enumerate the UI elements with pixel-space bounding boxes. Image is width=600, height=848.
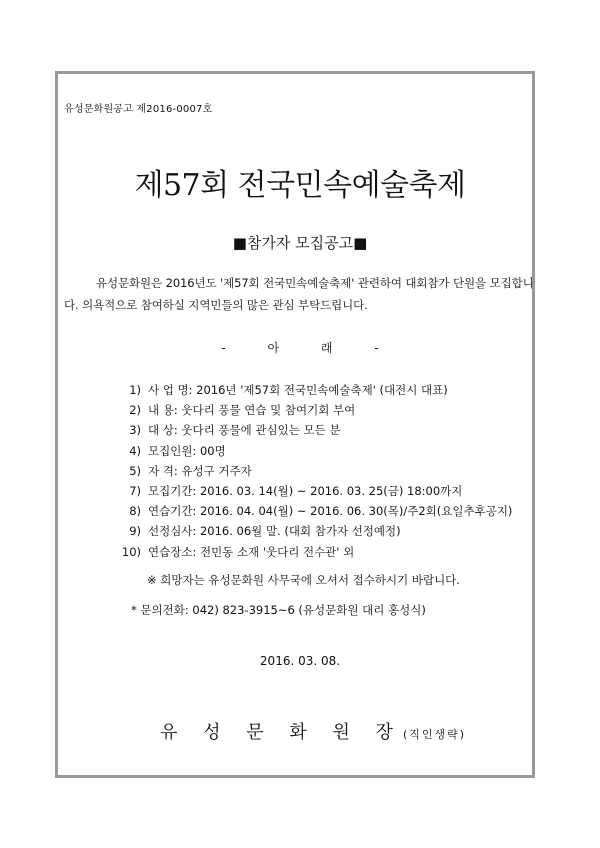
item-number: 8) — [129, 504, 141, 519]
item-list — [119, 380, 512, 562]
notice-number: 유성문화원공고 제2016-0007호 — [64, 104, 213, 115]
contact-info: * 문의전화: 042) 823-3915~6 (유성문화원 대리 홍성식) — [131, 603, 426, 617]
item-number: 10) — [121, 544, 141, 559]
item-text: 내 용: 웃다리 풍물 연습 및 참여기회 부여 — [148, 403, 356, 418]
list-item — [119, 501, 512, 521]
list-item — [119, 441, 512, 461]
list-item — [119, 380, 512, 400]
list-item — [119, 461, 512, 481]
application-note: ※ 희망자는 유성문화원 사무국에 오셔서 접수하시기 바랍니다. — [147, 573, 460, 587]
item-text: 사 업 명: 2016년 '제57회 전국민속예술축제' (대전시 대표) — [148, 383, 448, 397]
item-text: 대 상: 웃다리 풍물에 관심있는 모든 분 — [148, 423, 341, 438]
page-title: 제57회 전국민속예술축제 — [134, 168, 466, 203]
item-number: 2) — [129, 403, 141, 418]
item-text: 선정심사: 2016. 06월 말. (대회 참가자 선정예정) — [148, 524, 401, 539]
item-number: 3) — [129, 423, 141, 438]
item-text: 모집기간: 2016. 03. 14(월) ~ 2016. 03. 25(금) 18:00까지 — [148, 483, 463, 498]
issue-date: 2016. 03. 08. — [259, 654, 341, 668]
item-text: 자 격: 유성구 거주자 — [148, 463, 252, 478]
list-item — [119, 400, 512, 420]
item-number: 1) — [129, 383, 141, 397]
item-number: 7) — [129, 483, 141, 498]
intro-paragraph: 유성문화원은 2016년도 '제57회 전국민속예술축제' 관련하여 대회참가 단원을 모집합니다. 의욕적으로 참여하실 지역민들의 많은 관심 부탁드립니다. — [64, 276, 534, 312]
list-item — [119, 521, 512, 541]
subtitle: ■참가자 모집공고■ — [232, 234, 368, 252]
item-number: 4) — [129, 443, 141, 458]
item-text: 연습기간: 2016. 04. 04(월) ~ 2016. 06. 30(목)/주2회(요일추후공지) — [148, 504, 513, 519]
item-number: 9) — [129, 524, 141, 539]
signer-suffix: (직인생략) — [402, 728, 467, 741]
list-item — [119, 420, 512, 440]
item-number: 5) — [129, 463, 141, 478]
item-text: 모집인원: 00명 — [148, 443, 226, 458]
signer — [160, 718, 466, 744]
item-text: 연습장소: 전민동 소재 '웃다리 전수관' 외 — [148, 544, 355, 559]
list-item — [119, 481, 512, 501]
list-item — [119, 542, 512, 562]
section-heading: - 아 래 - — [221, 341, 379, 355]
signer-name: 유 성 문 화 원 장 — [160, 722, 403, 743]
